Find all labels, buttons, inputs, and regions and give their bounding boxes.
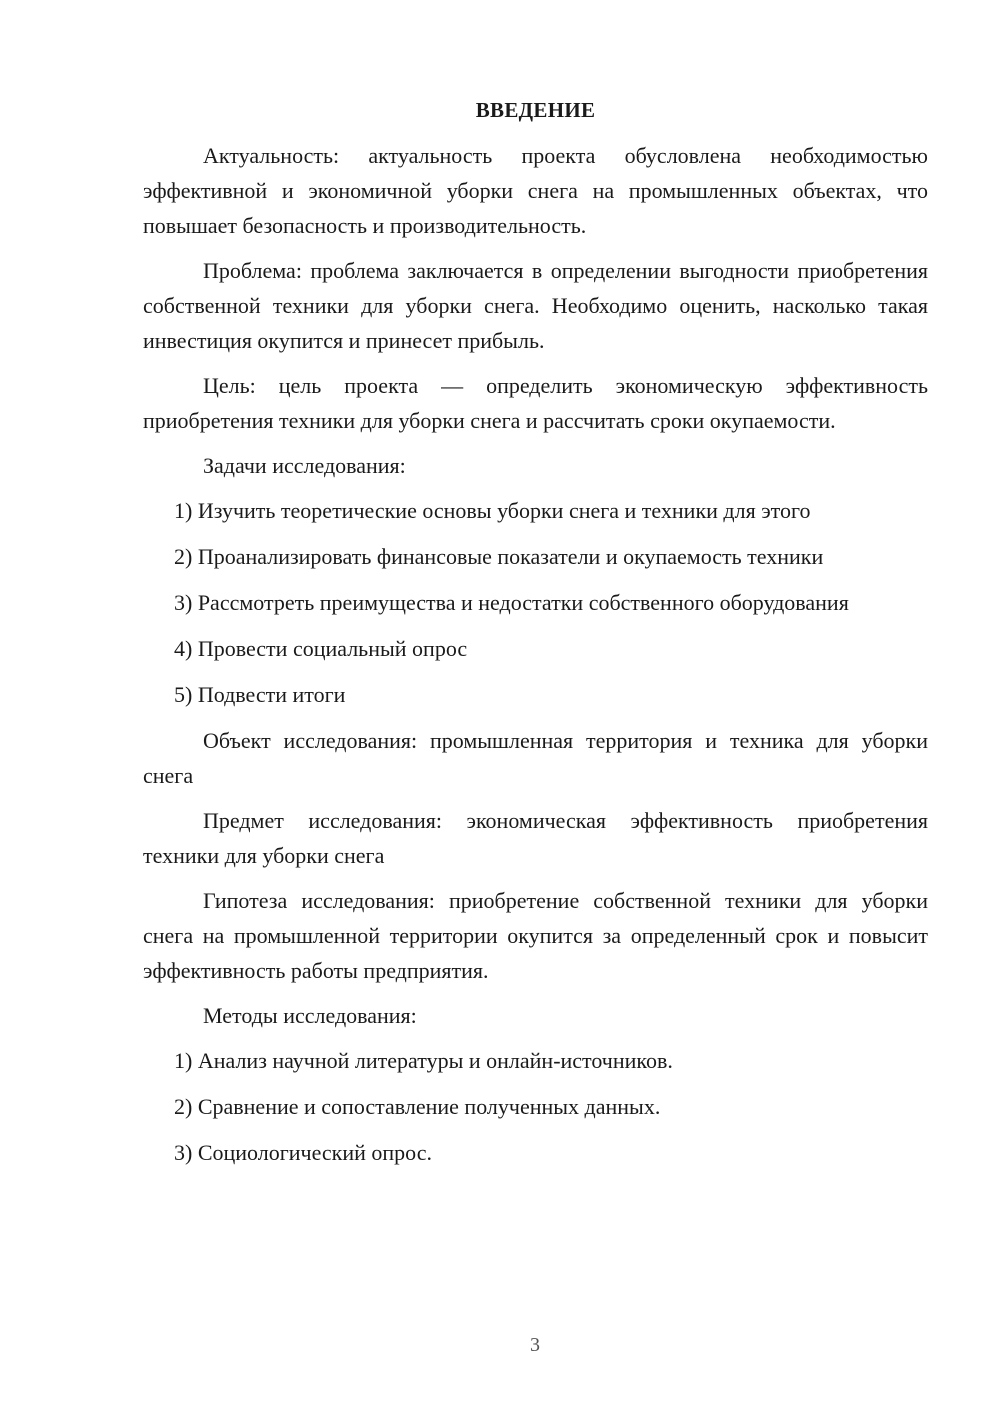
subject-paragraph: Предмет исследования: экономическая эффективность приобретения техники для уборки снега [143, 808, 928, 868]
task-item-1: 1) Изучить теоретические основы уборки снега и техники для этого [174, 498, 811, 523]
page-content [143, 93, 928, 1181]
task-item-5: 5) Подвести итоги [174, 682, 346, 707]
page-number: 3 [530, 1334, 540, 1356]
object-paragraph: Объект исследования: промышленная территория и техника для уборки снега [143, 728, 928, 788]
hypothesis-paragraph: Гипотеза исследования: приобретение собственной техники для уборки снега на промышленной территории окупится за определенный срок и повысит эффективность работы предприятия. [143, 888, 928, 983]
tasks-heading: Задачи исследования: [203, 453, 406, 478]
task-item-4: 4) Провести социальный опрос [174, 636, 468, 661]
relevance-paragraph: Актуальность: актуальность проекта обусловлена необходимостью эффективной и экономичной уборки снега на промышленных объектах, что повышает безопасность и производительность. [143, 143, 928, 238]
method-item-1: 1) Анализ научной литературы и онлайн-источников. [174, 1048, 673, 1073]
method-item-2: 2) Сравнение и сопоставление полученных данных. [174, 1094, 661, 1119]
section-title: ВВЕДЕНИЕ [475, 98, 596, 122]
task-item-3: 3) Рассмотреть преимущества и недостатки собственного оборудования [174, 590, 849, 615]
method-item-3: 3) Социологический опрос. [174, 1140, 432, 1165]
problem-paragraph: Проблема: проблема заключается в определении выгодности приобретения собственной техники для уборки снега. Необходимо оценить, насколько такая инвестиция окупится и принесет прибыль. [143, 258, 928, 353]
goal-paragraph: Цель: цель проекта — определить экономическую эффективность приобретения техники для уборки снега и рассчитать сроки окупаемости. [143, 373, 928, 433]
task-item-2: 2) Проанализировать финансовые показатели и окупаемость техники [174, 544, 824, 569]
methods-heading: Методы исследования: [203, 1003, 417, 1028]
